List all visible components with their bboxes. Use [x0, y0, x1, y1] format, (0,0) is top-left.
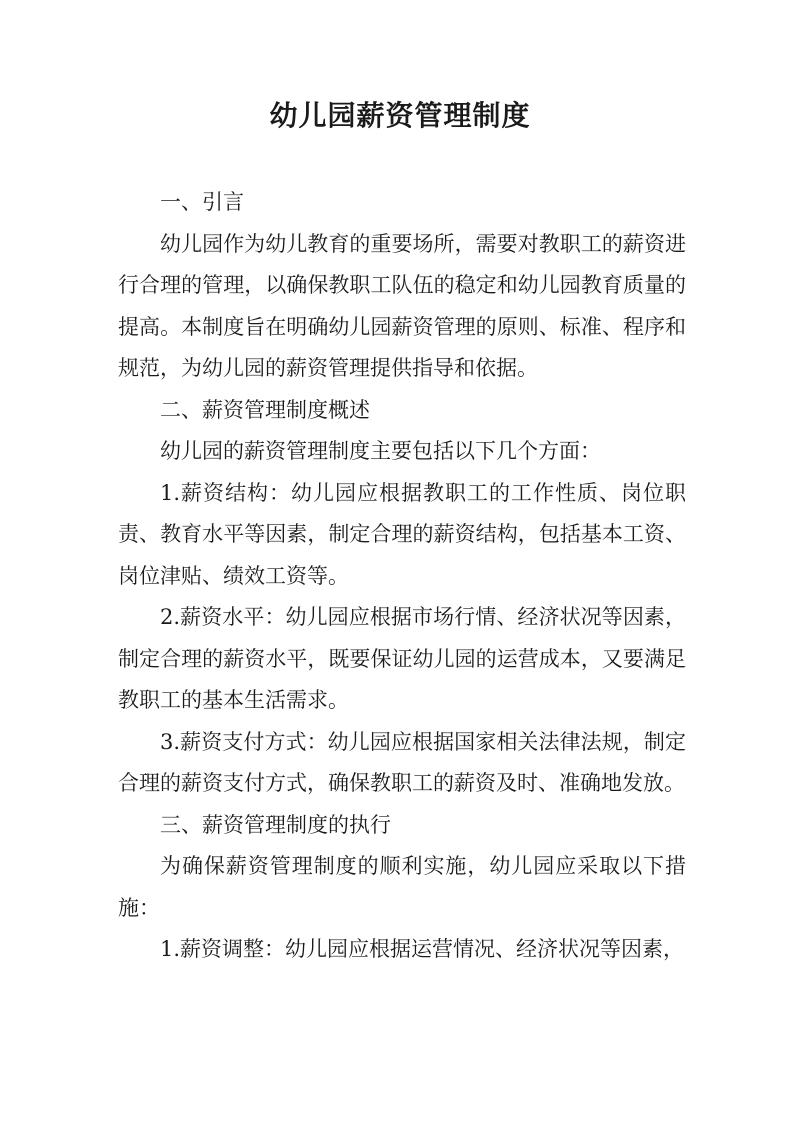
list-item-salary-adjustment: 1.薪资调整：幼儿园应根据运营情况、经济状况等因素， [160, 937, 685, 961]
section-heading-introduction: 一、引言 [160, 190, 244, 214]
section-heading-execution: 三、薪资管理制度的执行 [160, 812, 391, 837]
list-item-payment-method: 3.薪资支付方式：幼儿园应根据国家相关法律法规，制定合理的薪资支付方式，确保教职工的薪资及时、准确地发放。 [118, 729, 686, 795]
list-item-salary-level: 2.薪资水平：幼儿园应根据市场行情、经济状况等因素，制定合理的薪资水平，既要保证幼儿园的运营成本，又要满足教职工的基本生活需求。 [118, 605, 686, 712]
paragraph-execution-lead: 为确保薪资管理制度的顺利实施，幼儿园应采取以下措施： [118, 854, 686, 920]
section-heading-overview: 二、薪资管理制度概述 [160, 397, 370, 422]
document-title: 幼儿园薪资管理制度 [269, 99, 531, 132]
list-item-salary-structure: 1.薪资结构：幼儿园应根据教职工的工作性质、岗位职责、教育水平等因素，制定合理的薪资结构，包括基本工资、岗位津贴、绩效工资等。 [118, 480, 686, 588]
paragraph-overview-lead: 幼儿园的薪资管理制度主要包括以下几个方面： [160, 439, 601, 463]
document-body [118, 182, 686, 971]
paragraph-introduction: 幼儿园作为幼儿教育的重要场所，需要对教职工的薪资进行合理的管理，以确保教职工队伍的稳定和幼儿园教育质量的提高。本制度旨在明确幼儿园薪资管理的原则、标准、程序和规范，为幼儿园的薪资管理提供指导和依据。 [118, 231, 686, 380]
